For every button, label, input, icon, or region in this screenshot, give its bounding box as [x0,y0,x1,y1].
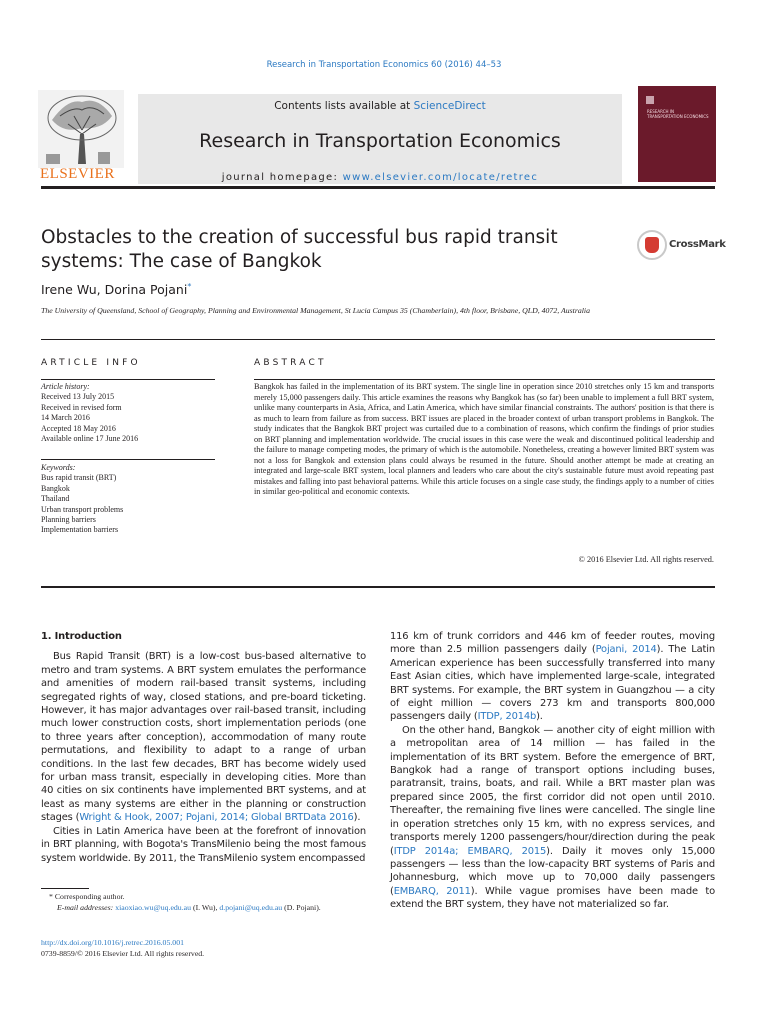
section-heading-introduction: 1. Introduction [41,631,122,642]
journal-citation[interactable]: Research in Transportation Economics 60 (2016) 44–53 [266,60,502,70]
keywords [41,463,215,536]
paragraph: On the other hand, Bangkok — another city of eight million with a metropolitan area of 14 million — has failed in the implementation of its BRT system. Before the emergence of BRT, Bangkok had a range of transport options including buses, paratransit, trains, boats, and rail. While a BRT master plan was prepared since 2005, the first corridor did not open until 2010. Thereafter, the remaining five lines were cancelled. The single line in operation stretches only 15 km, with no express services, and transports merely 1200 passengers/hour/direction during the peak (ITDP 2014a; EMBARQ, 2015). Daily it moves only 15,000 passengers — less than the low-capacity BRT systems of Paris and Johannesburg, which move up to 70,000 daily passengers (EMBARQ, 2011). While vague promises have been made to extend the BRT system, they have not materialized so far. [390,724,715,911]
history-item: Received in revised form [41,402,122,412]
abstract-copyright: © 2016 Elsevier Ltd. All rights reserved. [578,555,714,564]
header-rule [41,186,715,189]
journal-title: Research in Transportation Economics [199,130,561,152]
article-history [41,382,215,444]
keyword-item: Planning barriers [41,515,96,525]
article-info-heading: ARTICLE INFO [41,358,141,368]
crossmark-label: CrossMark [669,239,726,250]
abstract-heading: ABSTRACT [254,358,327,368]
history-item: 14 March 2016 [41,413,90,423]
paragraph: Bus Rapid Transit (BRT) is a low-cost bus-based alternative to metro and tram systems. A BRT system emulates the performance and amenities of modern rail-based transit systems, including segregated rights of way, closed stations, and pre-board ticketing. However, it has major advantages over rail-based transit, including much lower construction costs, short implementation periods (one to three years after conception), accommodation of many route permutations, and flexibility to adapt to a range of urban conditions. In the last few decades, BRT has become widely used for urban mass transit, especially in developing cities. More than 40 cities on six continents have implemented BRT systems, and at least as many systems are either in the planning or construction stages (Wright & Hook, 2007; Pojani, 2014; Global BRTData 2016). [41,651,366,824]
journal-banner [0,86,768,186]
reference-link[interactable]: ITDP 2014a; EMBARQ, 2015 [393,845,547,857]
keywords-label: Keywords: [41,463,76,472]
reference-link[interactable]: ITDP, 2014b [477,711,537,723]
crossmark-icon [637,230,667,260]
elsevier-wordmark: ELSEVIER [40,166,115,182]
email-note: E-mail addresses: xiaoxiao.wu@uq.edu.au (I. Wu), d.pojani@uq.edu.au (D. Pojani). [57,902,321,912]
body-column-left [41,630,366,865]
keyword-item: Implementation barriers [41,525,119,535]
body-rule [41,586,715,588]
footnotes [41,892,366,913]
doi-link[interactable]: http://dx.doi.org/10.1016/j.retrec.2016.05.001 [41,938,185,947]
history-label: Article history: [41,382,90,391]
journal-homepage-link[interactable]: www.elsevier.com/locate/retrec [342,172,539,183]
corresponding-author-note: * Corresponding author. [49,892,125,901]
keyword-item: Urban transport problems [41,504,124,514]
abstract-text: Bangkok has failed in the implementation of its BRT system. The single line in operation since 2010 stretches only 15 km and transports merely 15,000 passengers daily. This article examines the reasons why Bangkok has (so far) been unable to implement a full BRT system, unlike many counterparts in Asia, Africa, and Latin America, which have similar financial constraints. The authors' position is that there is as much to learn from failure as from success. BRT issues are placed in the broader context of urban transport problems in Bangkok. The study indicates that the Bangkok BRT project was curtailed due to a combination of reasons, which confirm the findings of prior studies on BRT planning and implementation worldwide. The crucial issues in this case were the weak and discontinued political leadership and the failure to manage competing modes, the primary of which is the automobile. Nonetheless, creating a however limited BRT system was not a loss for Bangkok and extension plans could always be resumed in the future. Should another attempt be made at creating an integrated and large-scale BRT system, local planners and leaders who care about the city's sustainable future must avoid repeating past mistakes and falling into past behavioral patterns. While this article focuses on a single case study, the findings apply to a number of cities in similar geo-political and economic contexts. [254,382,714,497]
email-link[interactable]: xiaoxiao.wu@uq.edu.au [115,902,192,912]
keyword-item: Bangkok [41,483,70,493]
sciencedirect-link[interactable]: ScienceDirect [413,100,486,112]
reference-link[interactable]: Wright & Hook, 2007; Pojani, 2014; Global BRTData 2016 [79,812,354,824]
paragraph: Cities in Latin America have been at the forefront of innovation in BRT planning, with Bogota's TransMilenio being the most famous system worldwide. By 2011, the TransMilenio system encompassed [41,825,366,864]
history-item: Available online 17 June 2016 [41,434,139,444]
reference-link[interactable]: EMBARQ, 2011 [393,885,471,897]
author-affiliation: The University of Queensland, School of Geography, Planning and Environmental Management, St Lucia Campus 35 (Chamberlain), 4th floor, Brisbane, QLD, 4072, Australia [41,306,590,315]
author-list: Irene Wu, Dorina Pojani* [41,282,192,298]
section-rule [41,339,715,340]
article-title: Obstacles to the creation of successful bus rapid transit systems: The case of Bangkok [41,227,558,272]
keyword-item: Bus rapid transit (BRT) [41,473,117,483]
doi-block [41,938,204,959]
history-item: Received 13 July 2015 [41,392,115,402]
info-rule [41,379,215,380]
journal-title-box [138,94,622,184]
info-rule [41,459,215,460]
keyword-item: Thailand [41,494,70,504]
issn-line: 0739-8859/© 2016 Elsevier Ltd. All rights reserved. [41,948,205,958]
footnote-rule [41,888,89,889]
body-column-right [390,630,715,912]
email-link[interactable]: d.pojani@uq.edu.au [219,902,283,912]
paragraph: 116 km of trunk corridors and 446 km of feeder routes, moving more than 2.5 million passengers daily (Pojani, 2014). The Latin American experience has been successfully transferred into many East Asian cities, which have implemented large-scale, integrated BRT systems. For example, the BRT system in Guangzhou — a city of eight million — covers 273 km and transports 800,000 passengers daily (ITDP, 2014b). [390,631,715,723]
homepage-line: journal homepage: www.elsevier.com/locate/retrec [221,172,539,183]
journal-cover-image[interactable] [638,86,716,182]
cover-logo-mark [646,96,654,104]
history-item: Accepted 18 May 2016 [41,423,116,433]
corresponding-author-mark[interactable]: * [187,282,192,291]
contents-line: Contents lists available at ScienceDirect [274,100,486,112]
abstract-rule [254,379,715,380]
reference-link[interactable]: Pojani, 2014 [595,644,657,656]
crossmark-badge[interactable] [637,230,726,260]
cover-title: RESEARCH IN TRANSPORTATION ECONOMICS [647,109,709,119]
